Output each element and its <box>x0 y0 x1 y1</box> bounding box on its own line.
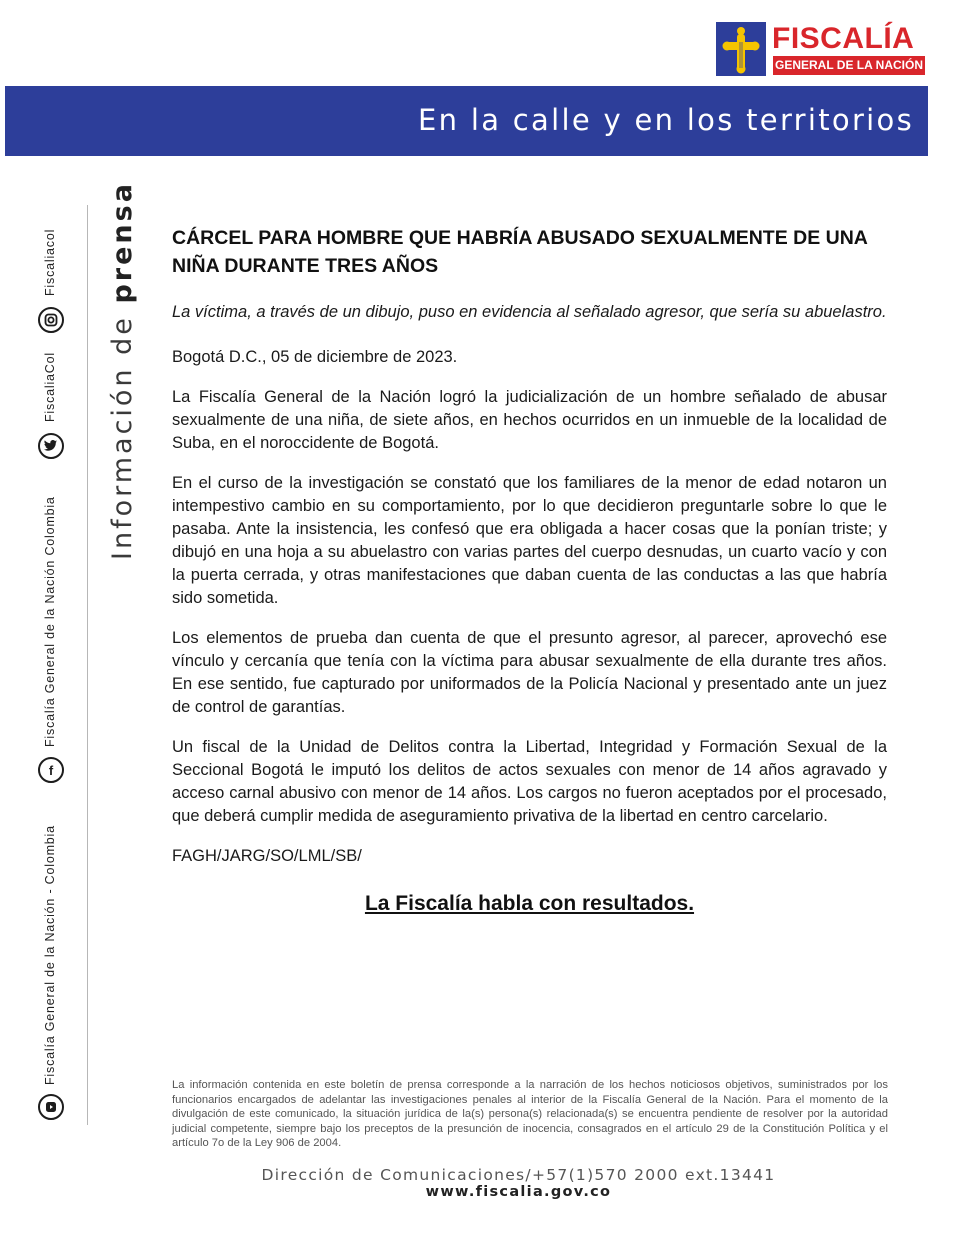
emblem-icon <box>716 22 766 76</box>
article <box>172 224 887 916</box>
fiscalia-logo <box>716 22 928 78</box>
website-link[interactable]: www.fiscalia.gov.co <box>425 1184 612 1200</box>
article-paragraph: Los elementos de prueba dan cuenta de que el presunto agresor, al parecer, aprovechó ese vínculo y cercanía que tenía con la víctima para abusar sexualmente de ella durante tres años. En ese sentido, fue capturado por uniformados de la Policía Nacional y presentado ante un juez de control de garantías. <box>172 629 887 716</box>
facebook-icon[interactable]: f <box>38 757 64 783</box>
youtube-name[interactable]: Fiscalía General de la Nación - Colombia <box>43 825 57 1085</box>
banner-slogan: En la calle y en los territorios <box>418 103 914 137</box>
facebook-name[interactable]: Fiscalía General de la Nación Colombia <box>43 496 57 747</box>
article-lead: La víctima, a través de un dibujo, puso en evidencia al señalado agresor, que sería su abuelastro. <box>172 303 887 321</box>
closing-slogan: La Fiscalía habla con resultados. <box>364 892 695 915</box>
article-signature: FAGH/JARG/SO/LML/SB/ <box>172 847 362 865</box>
youtube-icon[interactable] <box>38 1094 64 1120</box>
article-paragraph: En el curso de la investigación se constató que los familiares de la menor de edad notaron un intempestivo cambio en su comportamiento, por lo que decidieron preguntarle sobre lo que le pasaba. Ante la insistencia, les confesó que era obligada a hacer cosas que la ponían triste; y dibujó en una hoja a su abuelastro con varias partes del cuerpo desnudas, un cuarto vacío y con la puerta cerrada, y otras manifestaciones que daban cuenta de las conductas a las que habría sido sometida. <box>172 474 887 607</box>
article-title: CÁRCEL PARA HOMBRE QUE HABRÍA ABUSADO SEXUALMENTE DE UNA NIÑA DURANTE TRES AÑOS <box>172 227 868 277</box>
instagram-icon[interactable] <box>38 307 64 333</box>
logo-subtitle: GENERAL DE LA NACIÓN <box>773 56 925 75</box>
section-label-light: Información de <box>107 303 138 560</box>
section-label-bold: prensa <box>107 181 138 304</box>
sidebar-divider <box>87 205 88 1125</box>
logo-title: FISCALÍA <box>772 22 915 55</box>
contact-line: Dirección de Comunicaciones/+57(1)570 2000 ext.13441 <box>261 1166 776 1184</box>
article-paragraph: Un fiscal de la Unidad de Delitos contra la Libertad, Integridad y Formación Sexual de la Seccional Bogotá le imputó los delitos de actos sexuales con menor de 14 años agravado y acceso carnal abusivo con menor de 14 años. Los cargos no fueron aceptados por el procesado, que deberá cumplir medida de aseguramiento privativa de la libertad en centro carcelario. <box>172 738 887 825</box>
twitter-handle[interactable]: FiscaliaCol <box>43 352 57 422</box>
instagram-handle[interactable]: Fiscaliacol <box>43 228 57 296</box>
header-banner <box>5 86 928 156</box>
twitter-icon[interactable] <box>38 433 64 459</box>
legal-disclaimer: La información contenida en este boletín de prensa corresponde a la narración de los hechos noticiosos objetivos, suministrados por los funcionarios encargados de adelantar las investigaciones penales al interior de la Fiscalía General de la Nación. Para el momento de la divulgación de este comunicado, la situación jurídica de la(s) persona(s) relacionada(s) se encuentra pendiente de resolver por la autoridad judicial competente, siempre bajo los preceptos de la presunción de inocencia, consagrados en el artículo 29 de la Constitución Política y el artículo 7o de la Ley 906 de 2004. <box>172 1079 888 1149</box>
article-dateline: Bogotá D.C., 05 de diciembre de 2023. <box>172 348 458 366</box>
section-label <box>107 181 138 560</box>
article-paragraph: La Fiscalía General de la Nación logró la judicialización de un hombre señalado de abusar sexualmente de una niña, de siete años, en hechos ocurridos en un inmueble de la localidad de Suba, en el noroccidente de Bogotá. <box>172 388 887 452</box>
